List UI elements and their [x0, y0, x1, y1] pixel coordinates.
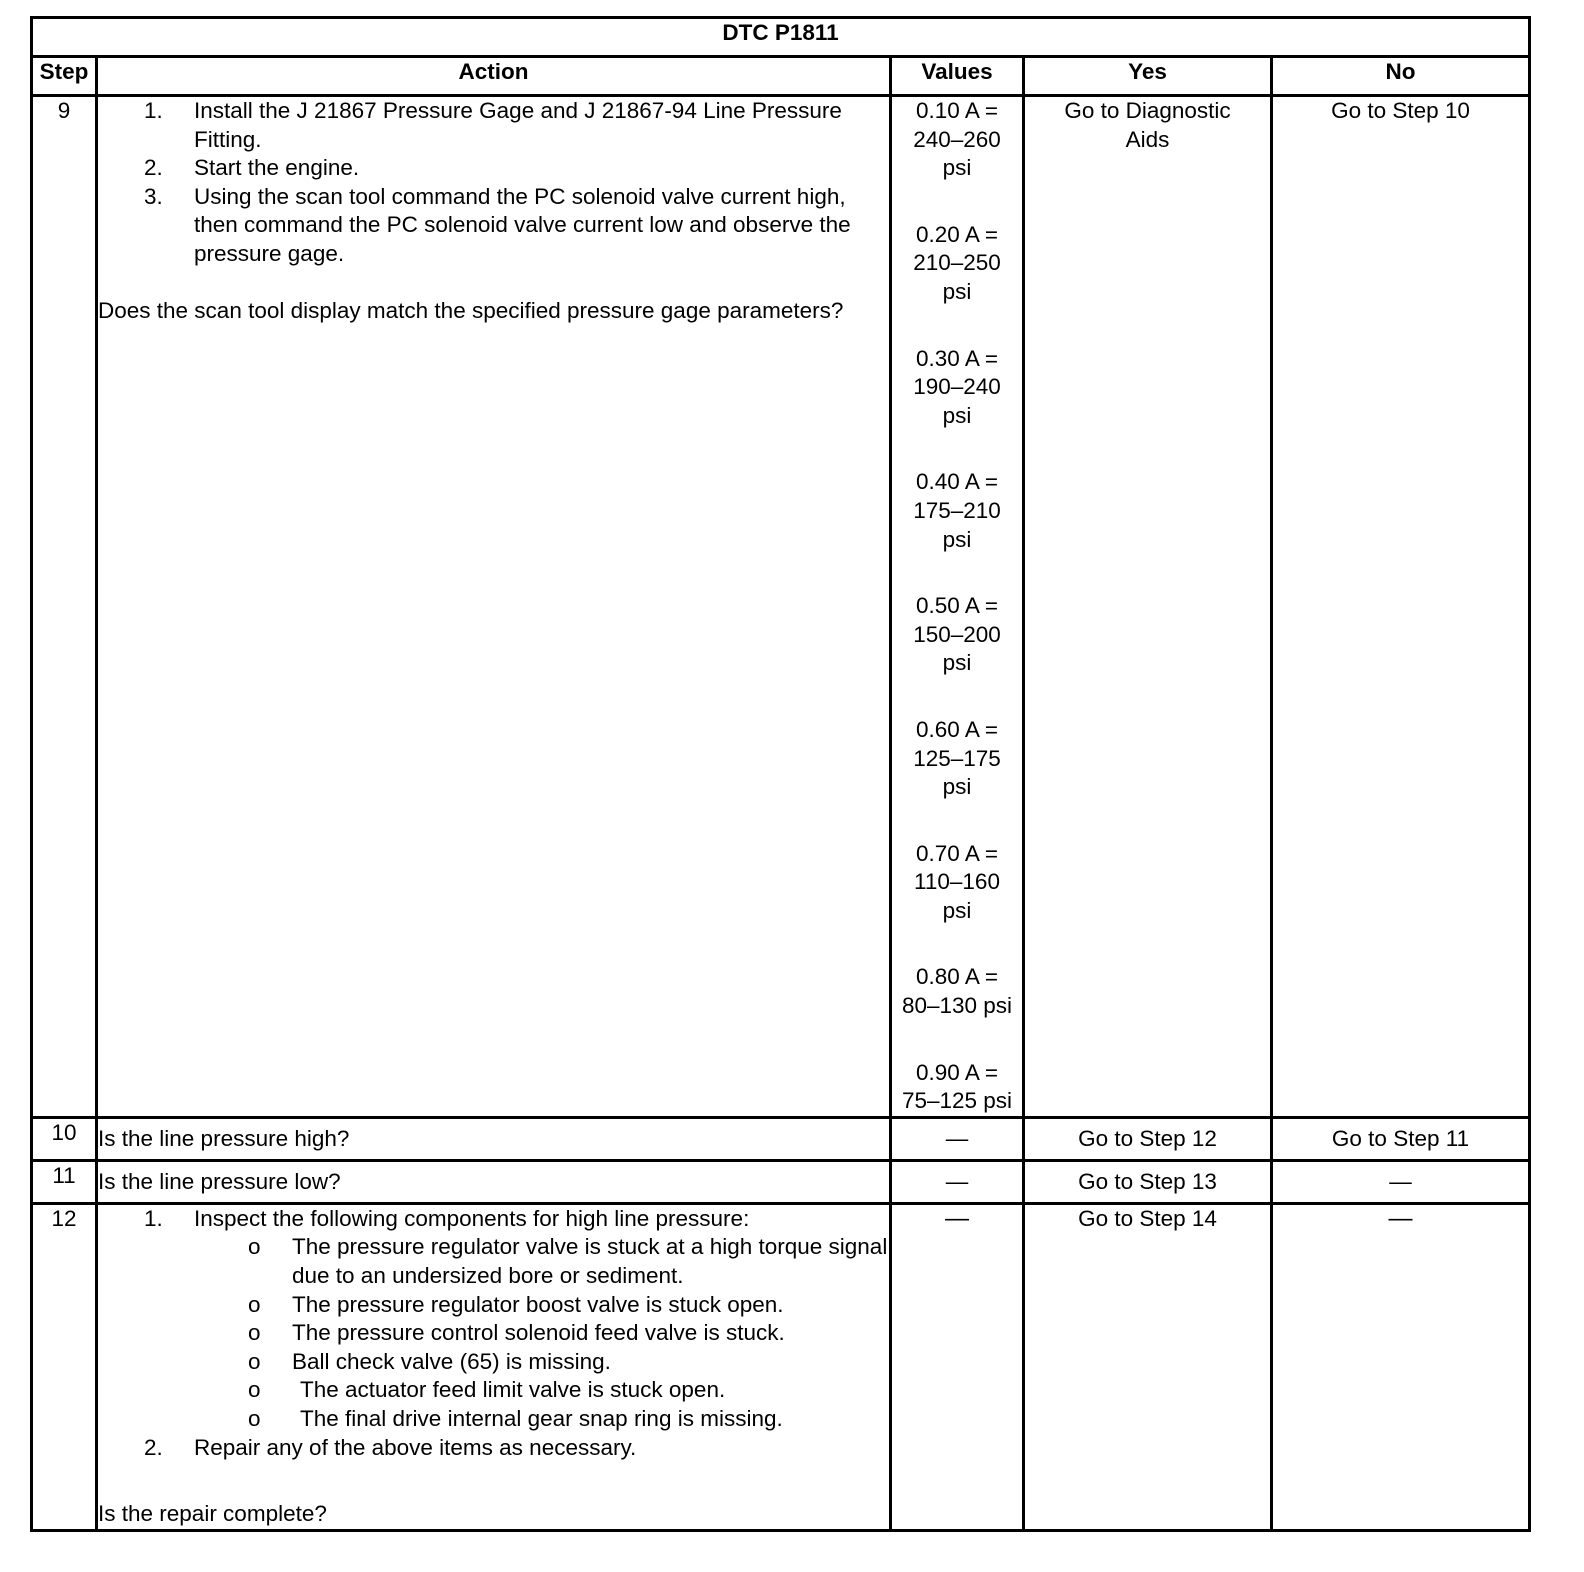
action-item: 2. Start the engine. [144, 155, 360, 181]
list-item: o The pressure control solenoid feed valve is stuck. [248, 1320, 785, 1346]
dtc-table [30, 16, 1531, 1532]
list-item: o Ball check valve (65) is missing. [248, 1348, 611, 1374]
value-entry: 0.90 A = 75–125 psi [901, 1059, 1013, 1114]
yes-cell: Go to Step 14 [1024, 1203, 1272, 1530]
list-item: o The pressure regulator valve is stuck at a high torque signal due to an undersized bore or sediment. [248, 1234, 888, 1289]
question-text: Is the repair complete? [98, 1501, 327, 1527]
yes-cell: Go to Diagnostic Aids [1024, 96, 1272, 1118]
action-cell [97, 1203, 891, 1530]
table-row-step-9 [32, 96, 1530, 1118]
table-title: DTC P1811 [32, 18, 1530, 57]
step-number: 10 [32, 1117, 97, 1160]
question-text: Is the line pressure high? [97, 1117, 891, 1160]
step-number: 9 [32, 96, 97, 1118]
value-entry: 0.60 A = 125–175 psi [913, 716, 1001, 800]
value-entry: 0.10 A = 240–260 psi [913, 98, 1001, 181]
value-entry: 0.70 A = 110–160 psi [914, 840, 1000, 923]
table-row-step-11 [32, 1160, 1530, 1203]
no-cell: Go to Step 11 [1272, 1117, 1530, 1160]
header-no: No [1272, 57, 1530, 96]
action-item: 1. Inspect the following components for high line pressure: o The pressure regulator valve is stuck at a high torque signal due to an undersized bore or sediment. o The pressure regulator boost valve is stuck open. o The pressure control solenoid feed valve is stuck. o Ball check valve (65) is missing. o The actuator feed limit valve is stuck open. o The final drive internal gear snap ring is missing. [98, 1205, 889, 1434]
value-entry: 0.30 A = 190–240 psi [913, 345, 1001, 428]
action-cell [97, 96, 891, 1118]
no-cell: Go to Step 10 [1272, 96, 1530, 1118]
header-step: Step [32, 57, 97, 96]
action-item: 2. Repair any of the above items as necessary. [144, 1434, 637, 1460]
list-item: o The final drive internal gear snap ring is missing. [248, 1406, 783, 1431]
component-list [194, 1233, 889, 1433]
value-entry: 0.80 A = 80–130 psi [901, 964, 1013, 1019]
action-item: 1. Install the J 21867 Pressure Gage and J 21867-94 Line Pressure Fitting. [144, 98, 842, 152]
values-cell: — [891, 1203, 1024, 1530]
yes-cell: Go to Step 13 [1024, 1160, 1272, 1203]
values-cell [891, 96, 1024, 1118]
yes-cell: Go to Step 12 [1024, 1117, 1272, 1160]
values-cell: — [891, 1117, 1024, 1160]
list-item: o The actuator feed limit valve is stuck open. [248, 1377, 726, 1403]
step-number: 11 [32, 1160, 97, 1203]
value-entry: 0.50 A = 150–200 psi [913, 593, 1001, 676]
table-row-step-12 [32, 1203, 1530, 1530]
question-text: Does the scan tool display match the specified pressure gage parameters? [98, 297, 844, 323]
table-row-step-10 [32, 1117, 1530, 1160]
list-item: o The pressure regulator boost valve is stuck open. [248, 1291, 784, 1317]
no-cell: — [1272, 1160, 1530, 1203]
no-cell: — [1272, 1203, 1530, 1530]
values-cell: — [891, 1160, 1024, 1203]
step-number: 12 [32, 1203, 97, 1530]
action-item: 3. Using the scan tool command the PC solenoid valve current high, then command the PC solenoid valve current low and observe the pressure gage. [144, 183, 851, 266]
question-text: Is the line pressure low? [97, 1160, 891, 1203]
value-entry: 0.40 A = 175–210 psi [913, 469, 1001, 552]
header-values: Values [891, 57, 1024, 96]
header-action: Action [97, 57, 891, 96]
header-yes: Yes [1024, 57, 1272, 96]
value-entry: 0.20 A = 210–250 psi [913, 221, 1001, 304]
